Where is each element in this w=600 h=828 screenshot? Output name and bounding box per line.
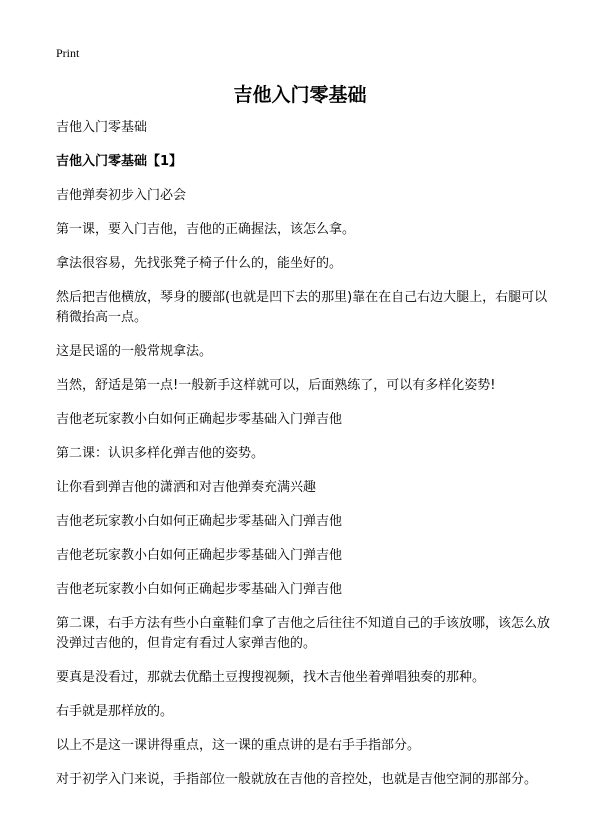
paragraph: 第一课，要入门吉他，吉他的正确握法，该怎么拿。 xyxy=(56,222,356,237)
subtitle: 吉他入门零基础 xyxy=(56,120,148,135)
section-heading: 吉他入门零基础【1】 xyxy=(56,154,183,169)
paragraph: 让你看到弹吉他的潇洒和对吉他弹奏充满兴趣 xyxy=(56,480,317,495)
paragraph: 要真是没看过，那就去优酷土豆搜搜视频，找木吉他坐着弹唱独奏的那种。 xyxy=(56,670,486,685)
paragraph: 拿法很容易，先找张凳子椅子什么的，能坐好的。 xyxy=(56,256,343,271)
paragraph: 吉他老玩家教小白如何正确起步零基础入门弹吉他 xyxy=(56,582,343,597)
paragraph: 以上不是这一课讲得重点，这一课的重点讲的是右手手指部分。 xyxy=(56,738,421,753)
article-body xyxy=(56,118,556,804)
paragraph: 吉他老玩家教小白如何正确起步零基础入门弹吉他 xyxy=(56,514,343,529)
paragraph: 然后把吉他横放，琴身的腰部(也就是凹下去的那里)靠在在自己右边大腿上，右腿可以稍微抬高一点。 xyxy=(56,290,548,325)
paragraph: 吉他老玩家教小白如何正确起步零基础入门弹吉他 xyxy=(56,412,343,427)
paragraph: 对于初学入门来说，手指部位一般就放在吉他的音控处，也就是吉他空洞的那部分。 xyxy=(56,772,538,787)
print-link[interactable]: Print xyxy=(56,46,80,60)
paragraph: 右手就是那样放的。 xyxy=(56,704,174,719)
paragraph: 吉他老玩家教小白如何正确起步零基础入门弹吉他 xyxy=(56,548,343,563)
paragraph: 这是民谣的一般常规拿法。 xyxy=(56,344,213,359)
paragraph: 第二课，右手方法有些小白童鞋们拿了吉他之后往往不知道自己的手该放哪，该怎么放没弹过吉他的，但肯定有看过人家弹吉他的。 xyxy=(56,616,551,651)
paragraph: 吉他弹奏初步入门必会 xyxy=(56,188,187,203)
paragraph: 第二课：认识多样化弹吉他的姿势。 xyxy=(56,446,265,461)
paragraph: 当然，舒适是第一点!一般新手这样就可以，后面熟练了，可以有多样化姿势! xyxy=(56,378,496,393)
page-title: 吉他入门零基础 xyxy=(233,84,367,106)
